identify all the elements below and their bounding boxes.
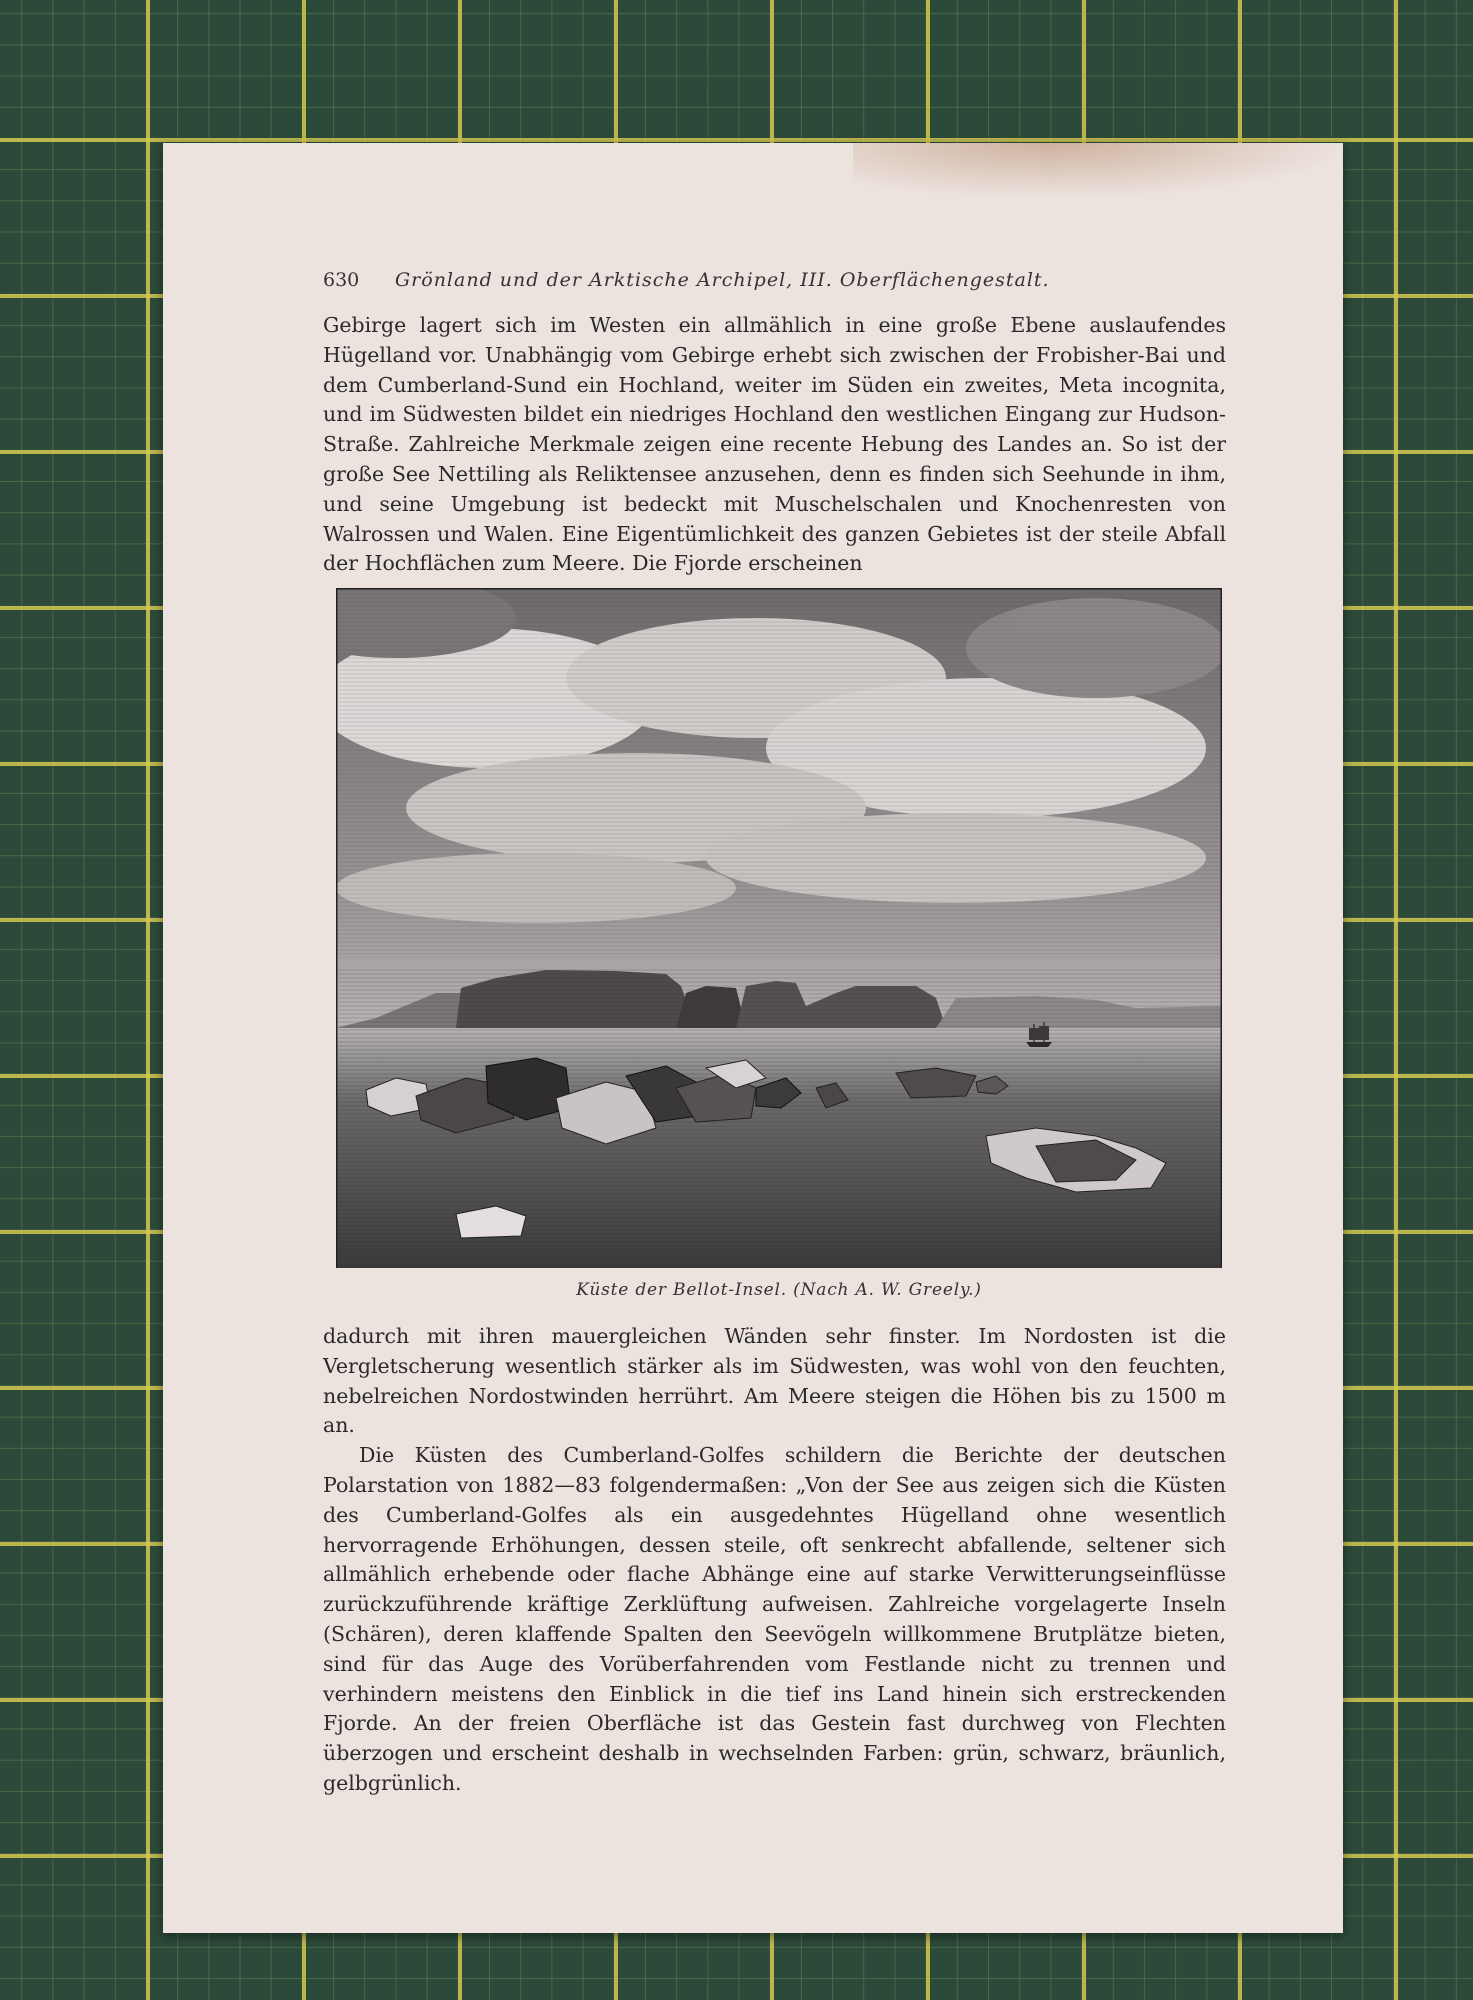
sky-hatching [336, 588, 1222, 958]
body-text-top [323, 311, 1226, 579]
running-head: Grönland und der Arktische Archipel, III. Oberflächengestalt. [395, 269, 1050, 291]
coast-illustration [336, 588, 1222, 1268]
figure-caption: Küste der Bellot-Insel. (Nach A. W. Greely.) [576, 1280, 982, 1300]
paragraph: Die Küsten des Cumberland-Golfes schildern die Berichte der deutschen Polarstation von 1882—83 folgendermaßen: „Von der See aus zeigen sich die Küsten des Cumberland-Golfes als ein ausgedehntes Hügelland ohne wesentlich hervorragende Erhöhungen, dessen steile, oft senkrecht abfallende, seltener sich allmählich erhebende oder flache Abhänge eine auf starke Verwitterungseinflüsse zurückzuführende kräftige Zerklüftung aufweisen. Zahlreiche vorgelagerte Inseln (Schären), deren klaffende Spalten den Seevögeln willkommene Brutplätze bieten, sind für das Auge des Vorüberfahrenden vom Festlande nicht zu trennen und verhindern meistens den Einblick in die tief ins Land hinein sich erstreckenden Fjorde. An der freien Oberfläche ist das Gestein fast durchweg von Flechten überzogen und erscheint deshalb in wechselnden Farben: grün, schwarz, bräunlich, gelbgrünlich. [323, 1443, 1226, 1795]
engraving-figure [336, 588, 1222, 1300]
page-number: 630 [323, 269, 360, 291]
body-text-bottom [323, 1322, 1226, 1799]
paragraph: Gebirge lagert sich im Westen ein allmählich in eine große Ebene auslaufendes Hügelland vor. Unabhängig vom Gebirge erhebt sich zwischen der Frobisher-Bai und dem Cumberland-Sund ein Hochland, weiter im Süden ein zweites, Meta incognita, und im Südwesten bildet ein niedriges Hochland den westlichen Eingang zur Hudson-Straße. Zahlreiche Merkmale zeigen eine recente Hebung des Landes an. So ist der große See Nettiling als Reliktensee anzusehen, denn es finden sich Seehunde in ihm, und seine Umgebung ist bedeckt mit Muschelschalen und Knochenresten von Walrossen und Walen. Eine Eigentümlichkeit des ganzen Gebietes ist der steile Abfall der Hochflächen zum Meere. Die Fjorde erscheinen [323, 313, 1226, 576]
page-header [323, 269, 1223, 299]
page-stain [853, 143, 1373, 203]
cliff-hatching [336, 968, 1222, 1028]
book-page [163, 143, 1343, 1933]
paragraph: dadurch mit ihren mauergleichen Wänden sehr finster. Im Nordosten ist die Vergletscherung wesentlich stärker als im Südwesten, was wohl von den feuchten, nebelreichen Nordostwinden herrührt. Am Meere steigen die Höhen bis zu 1500 m an. [323, 1324, 1226, 1438]
